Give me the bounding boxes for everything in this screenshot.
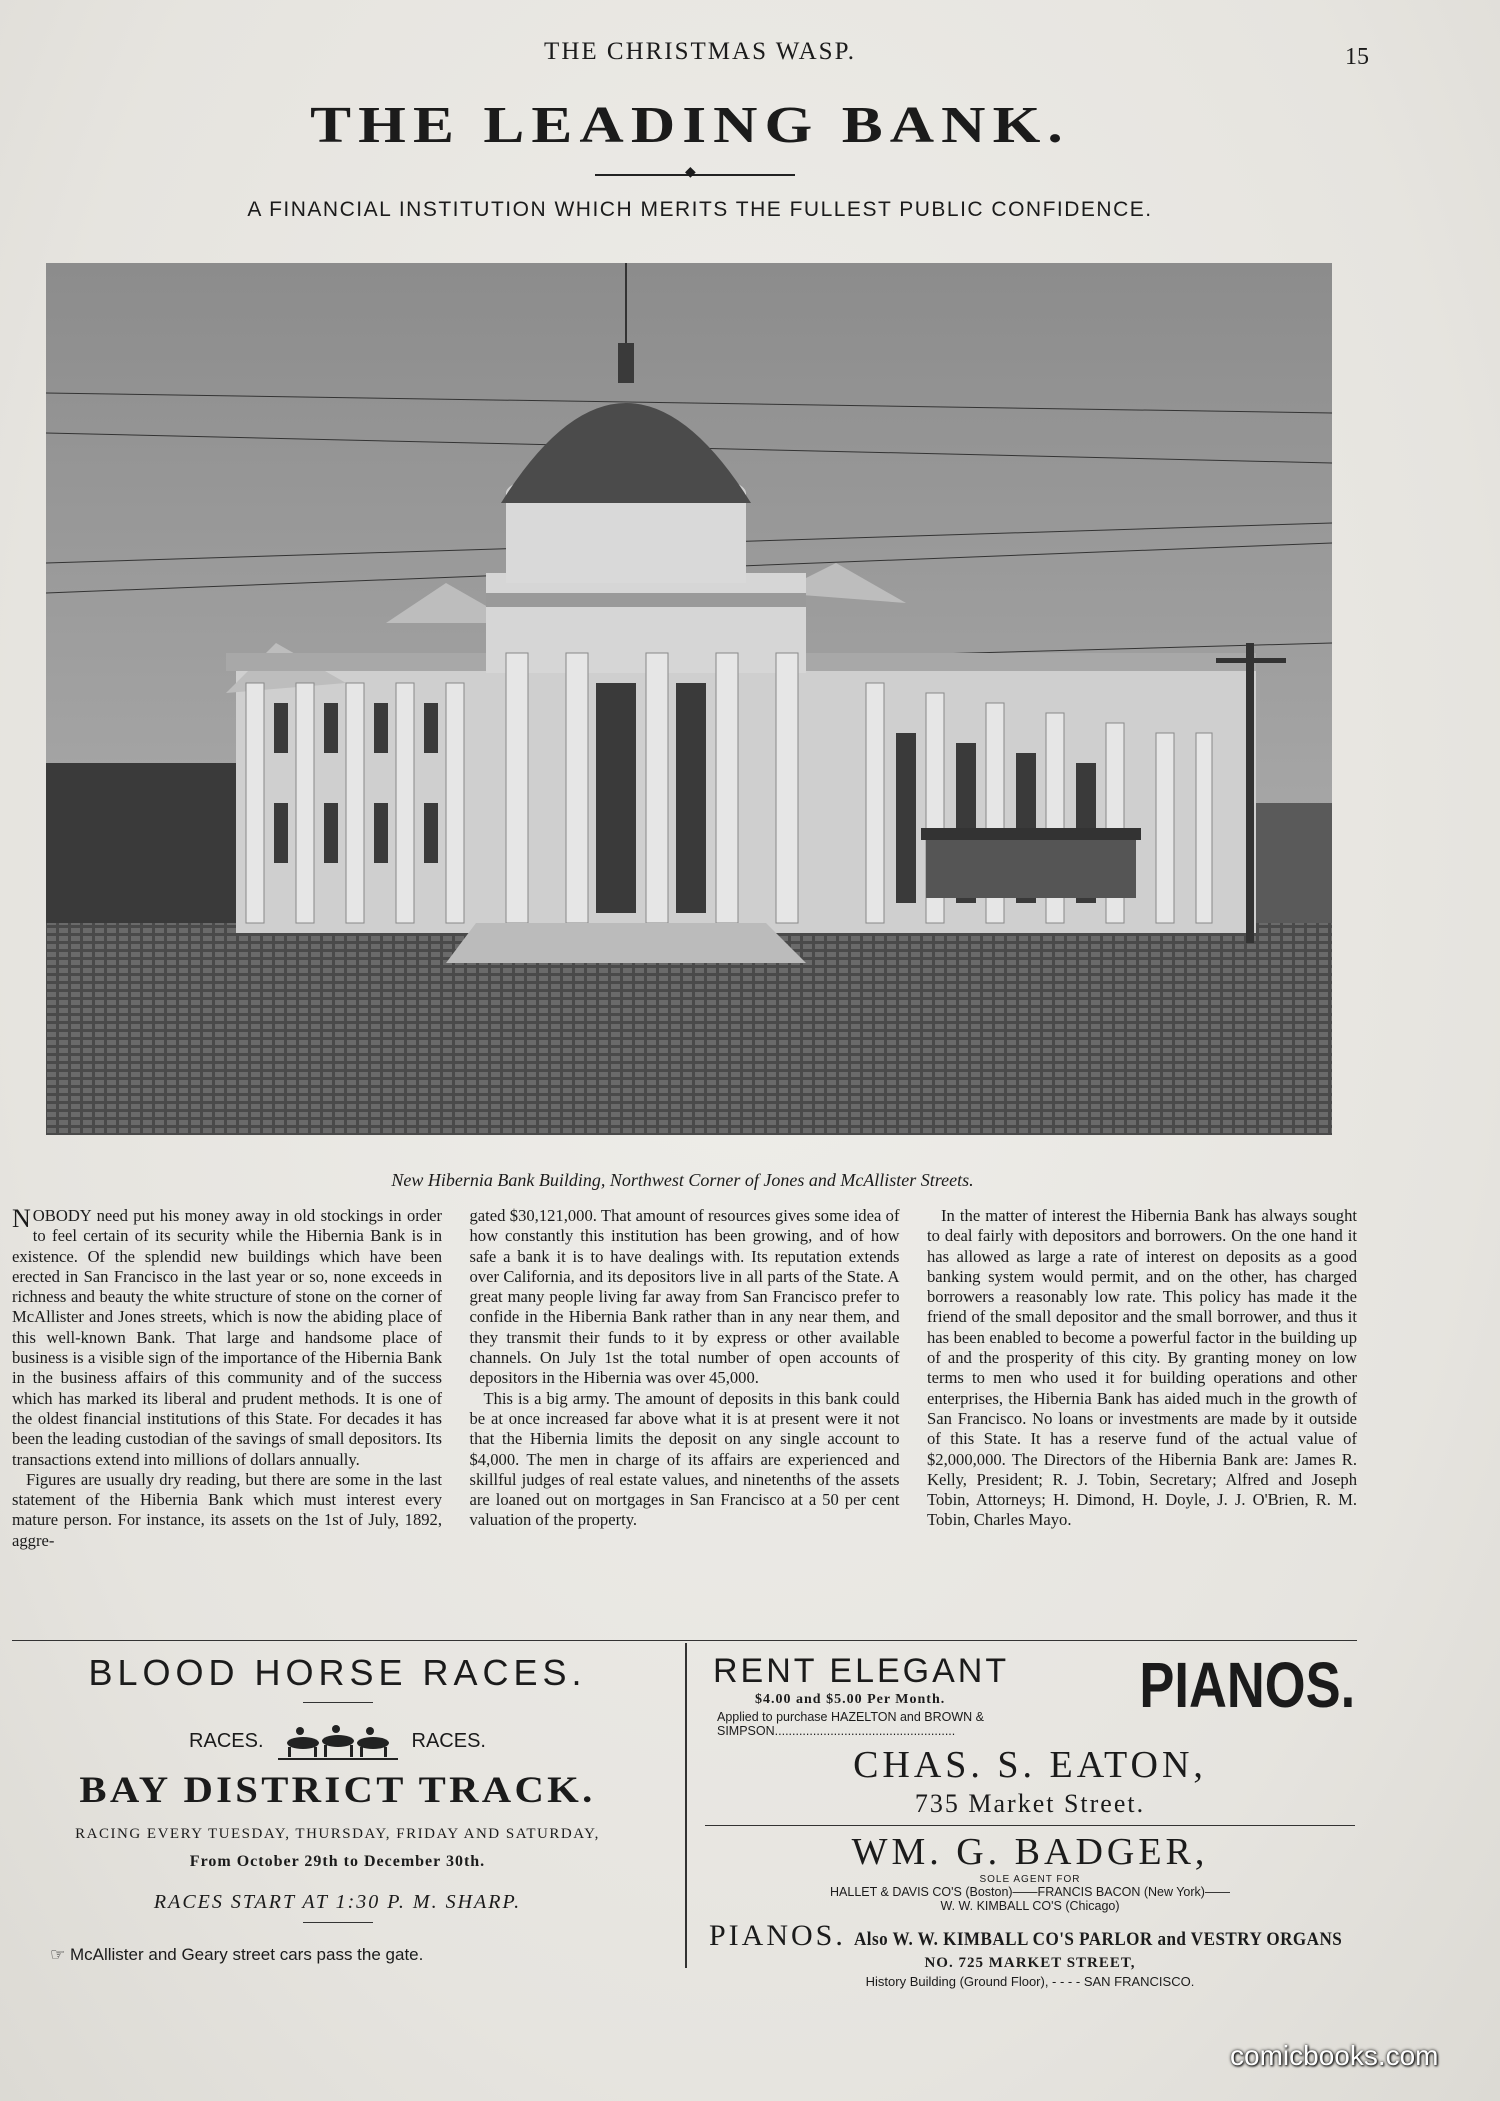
badger-name: WM. G. BADGER, [851,1831,1209,1873]
races-row [10,1721,665,1761]
rent-note: Applied to purchase HAZELTON and BROWN & SIMPSON.................................................... [717,1710,985,1738]
agents-line: W. W. KIMBALL CO'S (Chicago) [940,1899,1120,1913]
races-title: BLOOD HORSE RACES. [88,1652,587,1693]
subhead: A FINANCIAL INSTITUTION WHICH MERITS THE FULLEST PUBLIC CONFIDENCE. [247,198,1153,221]
horse-race-icon [278,1721,398,1761]
pianos-advertisement [705,1649,1355,1989]
ad-rule [705,1825,1355,1826]
rent-title: RENT ELEGANT [713,1652,1010,1690]
track-name: BAY DISTRICT TRACK. [79,1770,596,1811]
streetcar-note: ☞ McAllister and Geary street cars pass the gate. [50,1945,424,1964]
watermark: comicbooks.com [1230,2040,1439,2071]
paragraph: gated $30,121,000. That amount of resources gives some idea of how constantly this institution has been growing, and of how safe a bank it is to have dealings with. Its reputation extends over California, and its depositors live in all parts of the State. A great many people living far away from San Francisco prefer to confide in the Hibernia Bank rather than in any near them, and they transmit their funds to it by express or other available channels. On July 1st the total number of open accounts of depositors in the Hibernia was over 45,000. [469,1206,900,1388]
eaton-name: CHAS. S. EATON, [853,1744,1207,1786]
paragraph: Figures are usually dry reading, but there are some in the last statement of the Hibernia Bank which must interest every mature person. For instance, its assets on the 1st of July, 1892, aggre- [12,1469,442,1550]
drop-cap: N [12,1204,31,1233]
rent-price: $4.00 and $5.00 Per Month. [755,1692,946,1707]
race-start-time: RACES START AT 1:30 P. M. SHARP. [153,1891,522,1913]
organs-label: Also W. W. KIMBALL CO'S PARLOR and VESTRY ORGANS [853,1929,1343,1950]
sole-agent-label: SOLE AGENT FOR [979,1874,1081,1885]
paragraph: This is a big army. The amount of deposits in this bank could be at once increased far above what it is at present were it not that the Hibernia limits the deposit on any single account to $4,000. The men in charge of its affairs are experienced and skillful judges of real estate values, and ninetenths of the assets are loaned out on mortgages in San Francisco at a 50 per cent valuation of the property. [469,1388,900,1530]
paragraph: In the matter of interest the Hibernia Bank has always sought to deal fairly with depositors and borrowers. On the one hand it has allowed as large a rate of interest on deposits as a good banking system would permit, and on the other, has charged borrowers a reasonably low rate. This policy has made it the friend of the small depositor and the small borrower, and thus it has been enabled to become a powerful factor in the building up of and the prosperity of this city. By granting money on low terms to men who used it for building operations and other enterprises, the Hibernia Bank has aided much in the growth of San Francisco. No loans or investments are made by it outside of this State. It has a reserve fund of the actual value of $2,000,000. The Directors of the Hibernia Bank are: James R. Kelly, President; R. J. Tobin, Secretary; Alfred and Joseph Tobin, Attorneys; H. Dimond, H. Doyle, J. J. O'Brien, R. M. Tobin, Charles Mayo. [927,1206,1357,1530]
page-number: 15 [1345,44,1369,70]
running-head: THE CHRISTMAS WASP. [544,38,856,65]
agents-line: HALLET & DAVIS CO'S (Boston)——FRANCIS BACON (New York)—— [830,1885,1230,1899]
organs-row [705,1919,1355,1953]
pianos-heading: PIANOS. [1139,1649,1355,1721]
article-column-3 [927,1206,1357,1636]
eaton-address: 735 Market Street. [914,1789,1146,1818]
article-column-2 [470,1206,900,1636]
ornament-rule [595,174,795,179]
photo-caption: New Hibernia Bank Building, Northwest Corner of Jones and McAllister Streets. [391,1170,974,1190]
rent-block [705,1649,1355,1738]
article-column-1 [12,1206,442,1636]
article-body [12,1206,1357,1636]
pianos-label: PIANOS. [709,1919,846,1952]
race-dates: From October 29th to December 30th. [189,1853,486,1870]
races-advertisement [10,1650,665,1965]
section-divider [12,1640,1357,1641]
pointing-hand-icon: ☞ [50,1945,70,1964]
races-label-left: RACES. [189,1729,264,1752]
short-rule [303,1922,373,1923]
race-schedule: RACING EVERY TUESDAY, THURSDAY, FRIDAY AND SATURDAY, [75,1826,600,1842]
short-rule [303,1702,373,1703]
races-label-right: RACES. [411,1729,486,1752]
bank-building-photo [46,263,1332,1135]
paragraph: NOBODY need put his money away in old stockings in order to feel certain of its security while the Hibernia Bank is in existence. Of the splendid new buildings which have been erected in San Francisco in the last year or so, none exceeds in richness and beauty the white structure of stone on the corner of McAllister and Jones streets, which is now the abiding place of this well-known Bank. That large and handsome place of business is a visible sign of the importance of the Hibernia Bank in the business affairs of this community and of the success which has marked its liberal and prudent methods. It is one of the oldest financial institutions of this State. For decades it has been the leading custodian of the savings of small depositors. Its transactions extend into millions of dollars annually. [12,1204,442,1469]
badger-address: NO. 725 MARKET STREET, [924,1955,1136,1971]
headline: THE LEADING BANK. [310,97,1070,154]
history-building: History Building (Ground Floor), - - - - SAN FRANCISCO. [865,1974,1195,1989]
